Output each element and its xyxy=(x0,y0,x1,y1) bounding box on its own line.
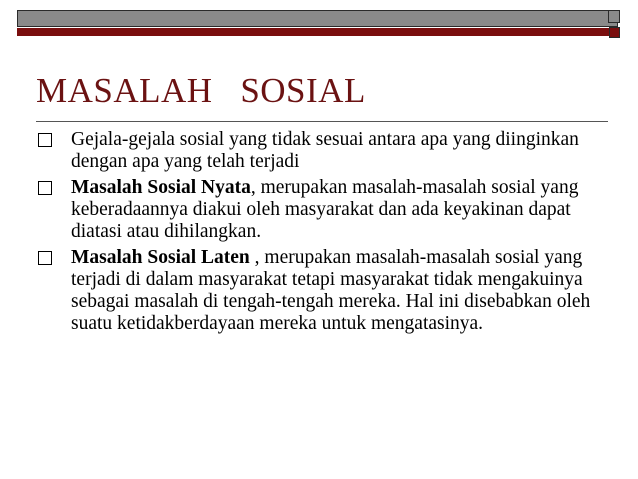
bullet-text: Gejala-gejala sosial yang tidak sesuai antara apa yang diinginkan dengan apa yang telah terjadi xyxy=(71,129,579,172)
bullet-bold-term: Masalah Sosial Nyata xyxy=(71,177,251,198)
bullet-item-3 xyxy=(36,247,596,335)
bullet-text: , merupakan masalah-masalah sosial yang keberadaannya diakui oleh masyarakat dan ada keyakinan dapat diatasi atau dihilangkan. xyxy=(71,177,579,242)
header-gray-bar xyxy=(17,10,618,27)
header-red-bar xyxy=(17,28,609,36)
hollow-square-icon xyxy=(38,251,52,265)
corner-square-bottom xyxy=(609,27,620,38)
bullet-item-1 xyxy=(36,129,596,173)
hollow-square-icon xyxy=(38,181,52,195)
hollow-square-icon xyxy=(38,133,52,147)
corner-square-top xyxy=(608,10,620,23)
bullet-text: , merupakan masalah-masalah sosial yang terjadi di dalam masyarakat tetapi masyarakat tidak mengakuinya sebagai masalah di tengah-tengah mereka. Hal ini disebabkan oleh suatu ketidakberdayaan mereka untuk mengatasinya. xyxy=(71,247,591,334)
slide-title: MASALAH SOSIAL xyxy=(36,71,366,110)
title-divider xyxy=(36,121,608,122)
bullet-list xyxy=(36,129,596,339)
bullet-bold-term: Masalah Sosial Laten xyxy=(71,247,250,268)
bullet-item-2 xyxy=(36,177,596,243)
